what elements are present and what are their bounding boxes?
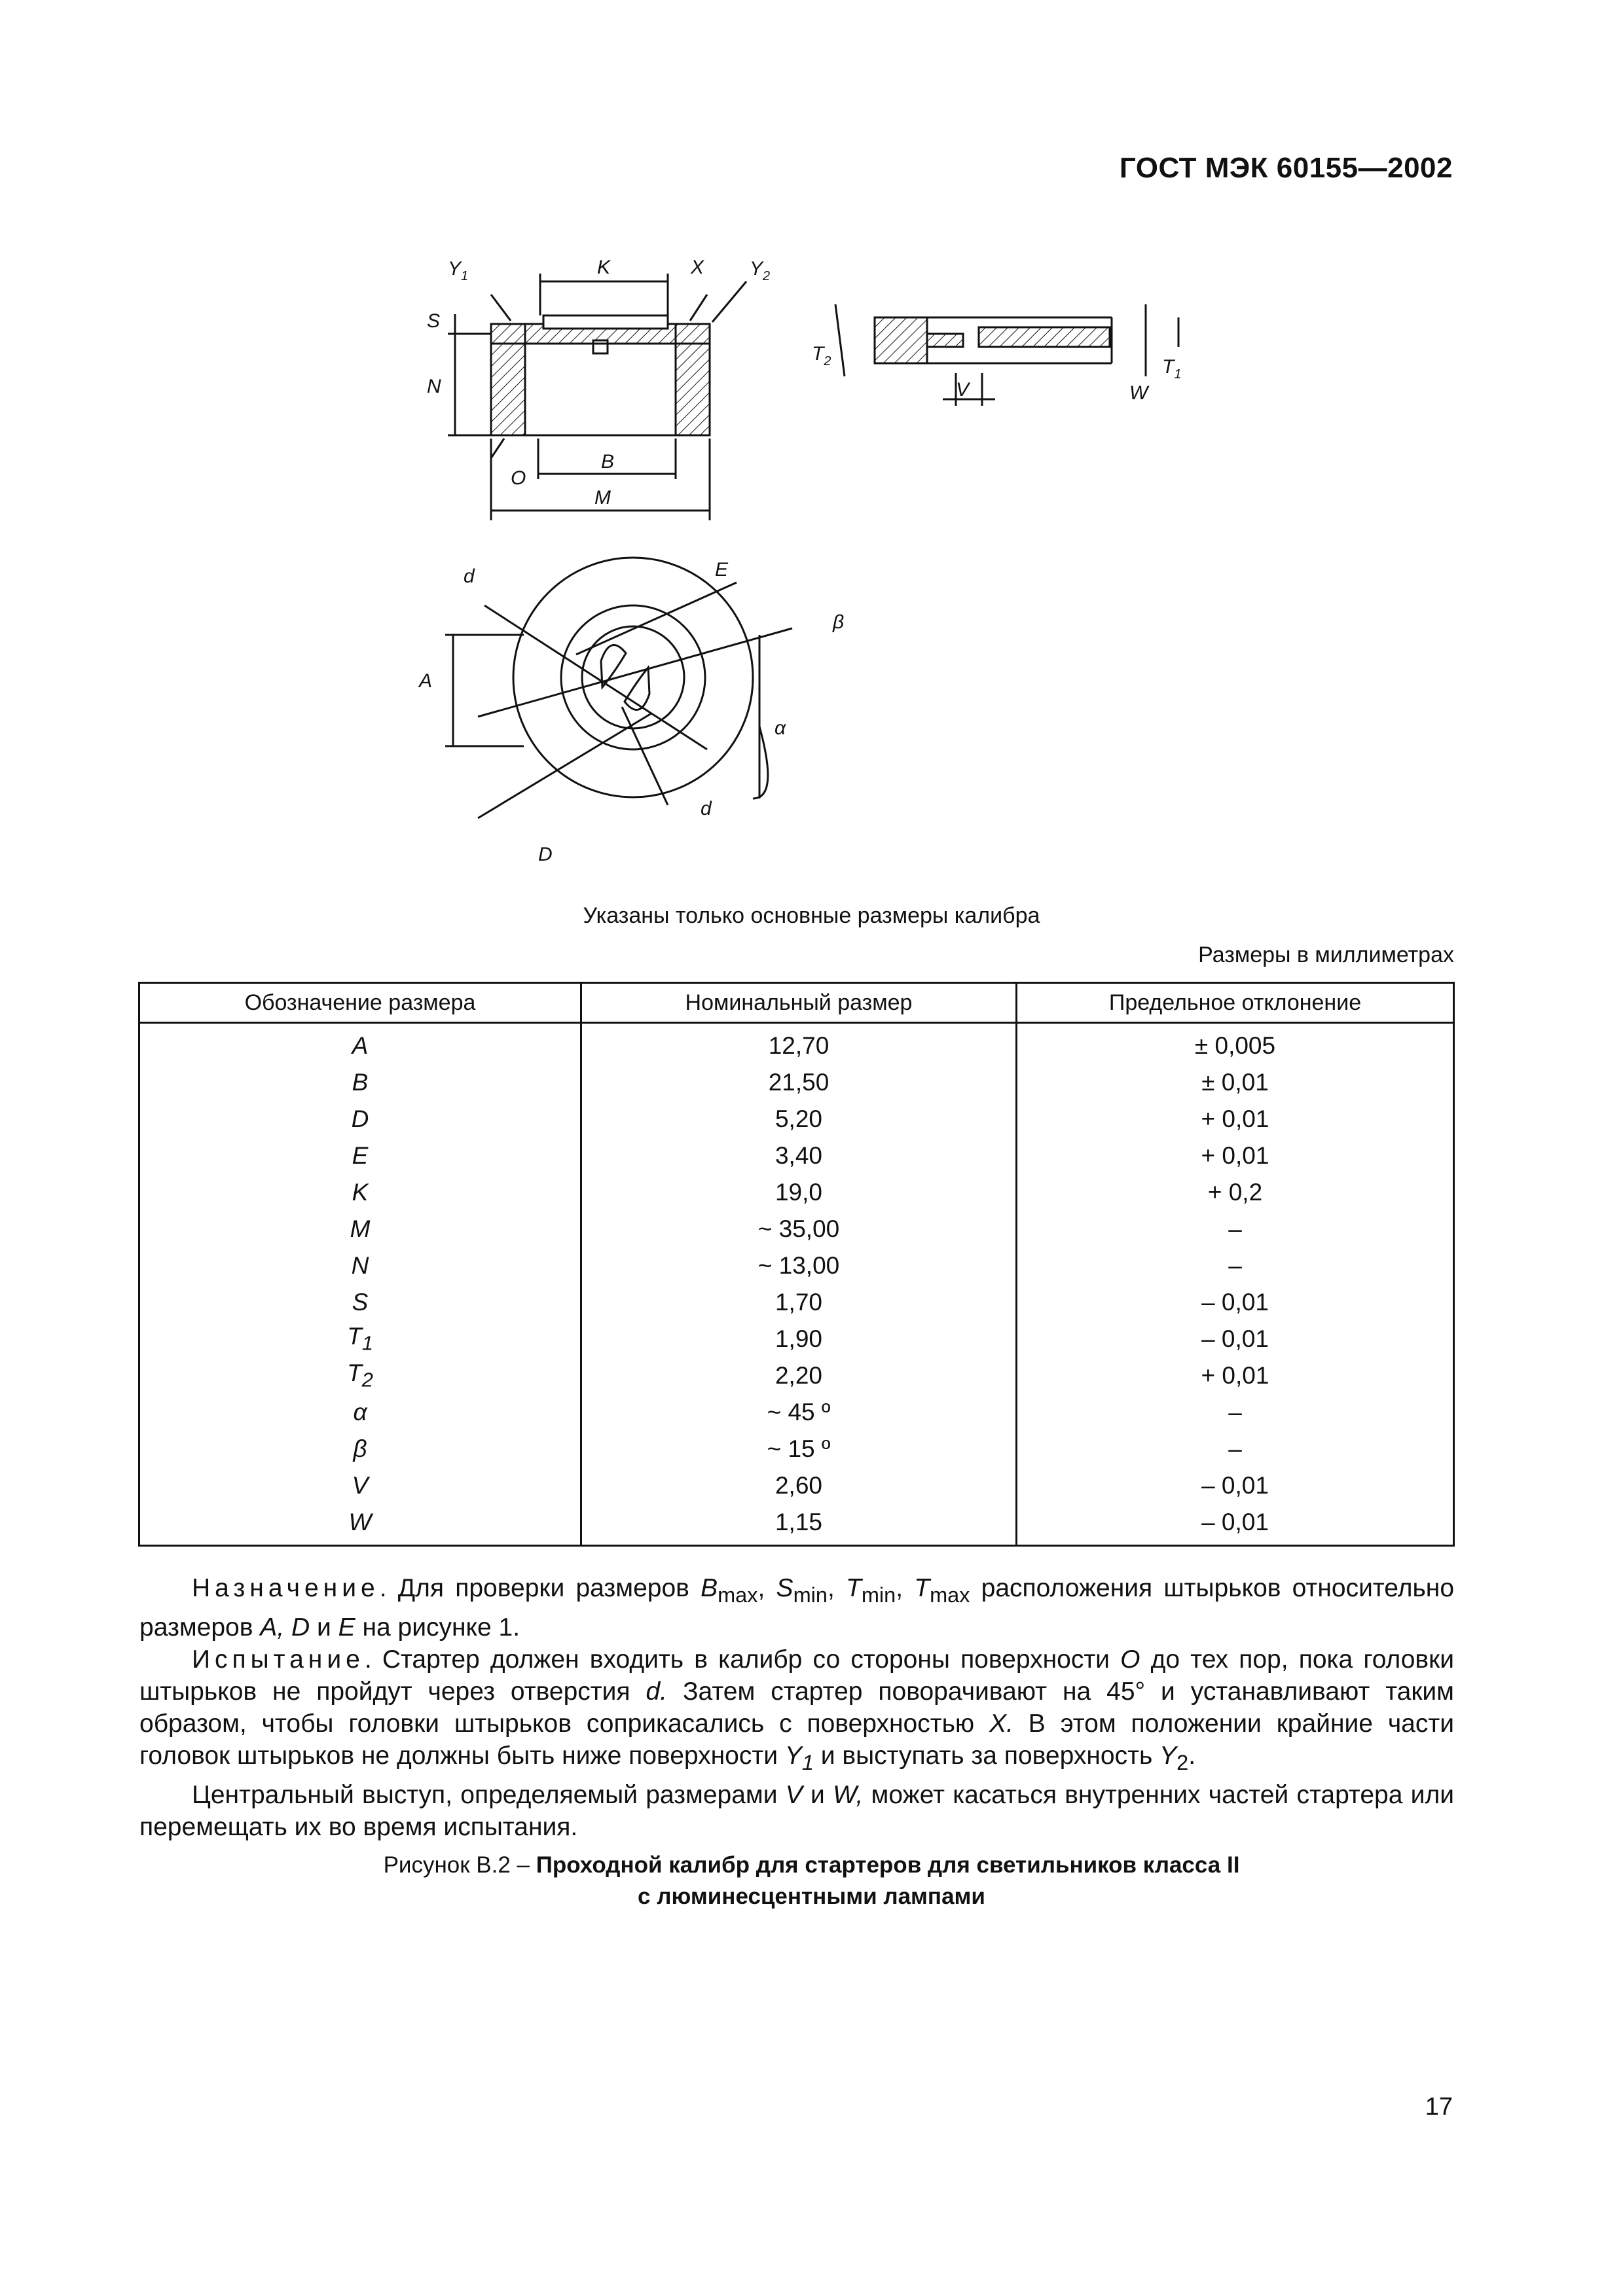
table-row	[139, 1138, 1454, 1174]
body-text	[139, 1572, 1454, 1843]
label-w: W	[1129, 382, 1148, 404]
table-row	[139, 1504, 1454, 1546]
cell-nominal: 19,0	[581, 1174, 1016, 1211]
cell-symbol: B	[139, 1064, 581, 1101]
label-d-bottom: d	[701, 798, 712, 819]
cell-tolerance: –	[1017, 1247, 1454, 1284]
label-a: A	[419, 670, 433, 692]
table-row	[139, 1101, 1454, 1138]
units-note: Размеры в миллиметрах	[1198, 942, 1454, 967]
cell-nominal: 1,70	[581, 1284, 1016, 1321]
protrusion-paragraph: Центральный выступ, определяемый размерами V и W, может касаться внутренних частей стартера или перемещать их во время испытания.	[139, 1780, 1454, 1841]
table-row	[139, 1023, 1454, 1065]
table-row	[139, 1431, 1454, 1467]
label-b: B	[601, 451, 615, 473]
cell-symbol: N	[139, 1247, 581, 1284]
figure-title-line2: с люминесцентными лампами	[638, 1884, 985, 1909]
cell-symbol: $T_2$	[139, 1357, 581, 1394]
cell-nominal: 1,90	[581, 1321, 1016, 1357]
cell-tolerance: + 0,01	[1017, 1357, 1454, 1394]
label-s: S	[427, 310, 441, 332]
cell-symbol: A	[139, 1023, 581, 1065]
table-body	[139, 1023, 1454, 1546]
cell-tolerance: – 0,01	[1017, 1321, 1454, 1357]
cell-tolerance: –	[1017, 1394, 1454, 1431]
cell-nominal: ~ 45 º	[581, 1394, 1016, 1431]
cell-symbol: E	[139, 1138, 581, 1174]
cell-symbol: β	[139, 1431, 581, 1467]
label-o: O	[511, 467, 526, 489]
document-header: ГОСТ МЭК 60155—2002	[1119, 152, 1453, 184]
cell-symbol: M	[139, 1211, 581, 1247]
cell-nominal: 5,20	[581, 1101, 1016, 1138]
label-y1: $Y_1$	[448, 258, 469, 283]
label-n: N	[427, 376, 441, 397]
table-row	[139, 1174, 1454, 1211]
label-x: X	[691, 257, 704, 278]
cell-symbol: D	[139, 1101, 581, 1138]
table-row	[139, 1467, 1454, 1504]
header-nominal: Номинальный размер	[581, 983, 1016, 1023]
table-row	[139, 1247, 1454, 1284]
table-header-row	[139, 983, 1454, 1023]
cell-tolerance: –	[1017, 1211, 1454, 1247]
cell-tolerance: –	[1017, 1431, 1454, 1467]
label-beta: β	[833, 611, 845, 633]
cell-symbol: K	[139, 1174, 581, 1211]
side-section-view	[448, 274, 746, 520]
cell-nominal: 12,70	[581, 1023, 1016, 1065]
cell-symbol: W	[139, 1504, 581, 1546]
label-m: M	[594, 487, 611, 509]
figure-label: Рисунок В.2 –	[383, 1852, 536, 1878]
cell-symbol: α	[139, 1394, 581, 1431]
header-tolerance: Предельное отклонение	[1017, 983, 1454, 1023]
label-d-big: D	[538, 844, 553, 865]
cell-tolerance: ± 0,01	[1017, 1064, 1454, 1101]
cell-nominal: 21,50	[581, 1064, 1016, 1101]
dimensions-table	[138, 982, 1455, 1547]
drawing-caption-note: Указаны только основные размеры калибра	[583, 903, 1040, 928]
cell-nominal: 1,15	[581, 1504, 1016, 1546]
top-circle-view	[445, 558, 792, 818]
label-e: E	[715, 559, 729, 581]
cross-section-view	[835, 304, 1178, 406]
technical-drawing	[393, 242, 1309, 890]
cell-nominal: 2,60	[581, 1467, 1016, 1504]
cell-symbol: S	[139, 1284, 581, 1321]
label-alpha: α	[775, 717, 786, 739]
purpose-paragraph: Назначение. Для проверки размеров $B_{max}$, $S_{min}$, $T_{min}$, $T_{max}$ расположения штырьков относительно размеров A, D и E на рисунке 1.	[139, 1574, 1455, 1641]
label-k: K	[597, 257, 611, 278]
test-paragraph: Испытание. Стартер должен входить в калибр со стороны поверхности O до тех пор, пока головки штырьков не пройдут через отверстия d. Затем стартер поворачивают на 45° и устанавливают таким образом, чтобы головки штырьков соприкасались с поверхностью X. В этом положении крайние части головок штырьков не должны быть ниже поверхности $Y_1$ и выступать за поверхность $Y_2$.	[139, 1645, 1454, 1774]
cell-nominal: ~ 35,00	[581, 1211, 1016, 1247]
table-row	[139, 1394, 1454, 1431]
table-row	[139, 1321, 1454, 1357]
label-t2: $T_2$	[812, 343, 831, 368]
cell-nominal: 3,40	[581, 1138, 1016, 1174]
cell-nominal: 2,20	[581, 1357, 1016, 1394]
cell-tolerance: – 0,01	[1017, 1504, 1454, 1546]
gauge-drawing-svg	[393, 242, 1309, 890]
cell-symbol: $T_1$	[139, 1321, 581, 1357]
cell-tolerance: + 0,01	[1017, 1138, 1454, 1174]
table-row	[139, 1211, 1454, 1247]
figure-title-line1: Проходной калибр для стартеров для светильников класса II	[536, 1852, 1240, 1878]
cell-tolerance: ± 0,005	[1017, 1023, 1454, 1065]
page-number: 17	[1425, 2093, 1453, 2121]
cell-tolerance: – 0,01	[1017, 1467, 1454, 1504]
cell-symbol: V	[139, 1467, 581, 1504]
table-row	[139, 1357, 1454, 1394]
cell-nominal: ~ 15 º	[581, 1431, 1016, 1467]
cell-tolerance: + 0,2	[1017, 1174, 1454, 1211]
label-y2: $Y_2$	[750, 258, 771, 283]
label-d-top: d	[464, 565, 475, 587]
cell-tolerance: + 0,01	[1017, 1101, 1454, 1138]
table-row	[139, 1284, 1454, 1321]
label-t1: $T_1$	[1162, 356, 1182, 382]
label-v: V	[956, 379, 970, 401]
figure-caption	[0, 1850, 1623, 1912]
cell-nominal: ~ 13,00	[581, 1247, 1016, 1284]
header-designation: Обозначение размера	[139, 983, 581, 1023]
table-row	[139, 1064, 1454, 1101]
cell-tolerance: – 0,01	[1017, 1284, 1454, 1321]
